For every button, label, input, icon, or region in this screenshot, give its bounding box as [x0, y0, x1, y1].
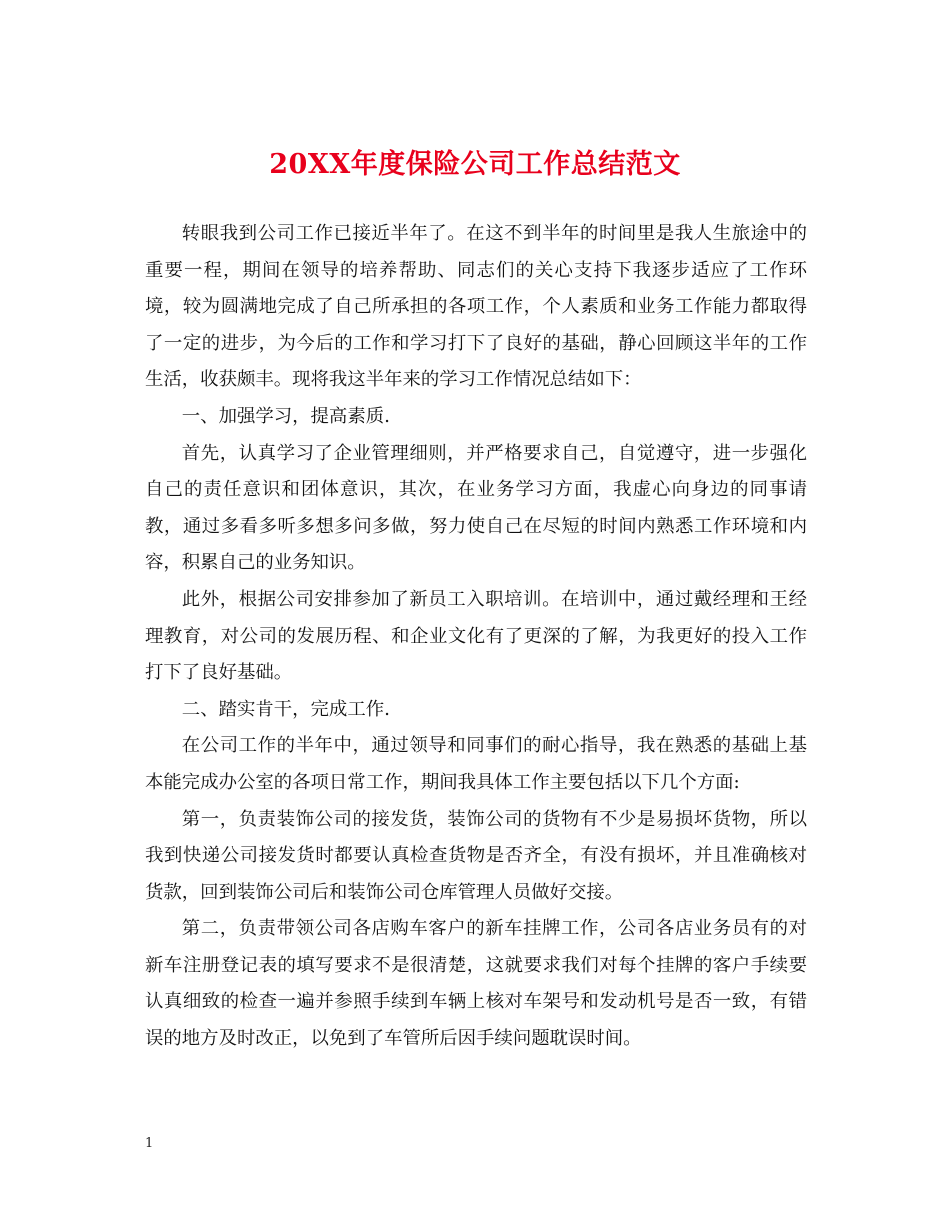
page-number: 1	[145, 1136, 154, 1151]
paragraph-study: 首先，认真学习了企业管理细则，并严格要求自己，自觉遵守，进一步强化自己的责任意识和团体意识，其次，在业务学习方面，我虚心向身边的同事请教，通过多看多听多想多问多做，努力使自己在尽短的时间内熟悉工作环境和内容，积累自己的业务知识。	[145, 442, 807, 574]
paragraph-work-overview: 在公司工作的半年中，通过领导和同事们的耐心指导，我在熟悉的基础上基本能完成办公室的各项日常工作，期间我具体工作主要包括以下几个方面:	[145, 735, 807, 793]
paragraph-training: 此外，根据公司安排参加了新员工入职培训。在培训中，通过戴经理和王经理教育，对公司的发展历程、和企业文化有了更深的了解，为我更好的投入工作打下了良好基础。	[145, 588, 807, 684]
document-body	[145, 216, 807, 1058]
section-heading-2: 二、踏实肯干，完成工作.	[181, 698, 390, 720]
paragraph-intro: 转眼我到公司工作已接近半年了。在这不到半年的时间里是我人生旅途中的重要一程，期间在领导的培养帮助、同志们的关心支持下我逐步适应了工作环境，较为圆满地完成了自己所承担的各项工作，个人素质和业务工作能力都取得了一定的进步，为今后的工作和学习打下了良好的基础，静心回顾这半年的工作生活，收获颇丰。现将我这半年来的学习工作情况总结如下：	[145, 223, 807, 391]
section-heading-1: 一、加强学习，提高素质.	[181, 405, 390, 427]
document-title: 20XX年度保险公司工作总结范文	[269, 149, 681, 180]
paragraph-first-duty: 第一，负责装饰公司的接发货，装饰公司的货物有不少是易损坏货物，所以我到快递公司接发货时都要认真检查货物是否齐全，有没有损坏，并且准确核对货款，回到装饰公司后和装饰公司仓库管理人员做好交接。	[145, 808, 807, 903]
paragraph-second-duty: 第二，负责带领公司各店购车客户的新车挂牌工作，公司各店业务员有的对新车注册登记表的填写要求不是很清楚，这就要求我们对每个挂牌的客户手续要认真细致的检查一遍并参照手续到车辆上核对车架号和发动机号是否一致，有错误的地方及时改正，以免到了车管所后因手续问题耽误时间。	[145, 918, 807, 1050]
